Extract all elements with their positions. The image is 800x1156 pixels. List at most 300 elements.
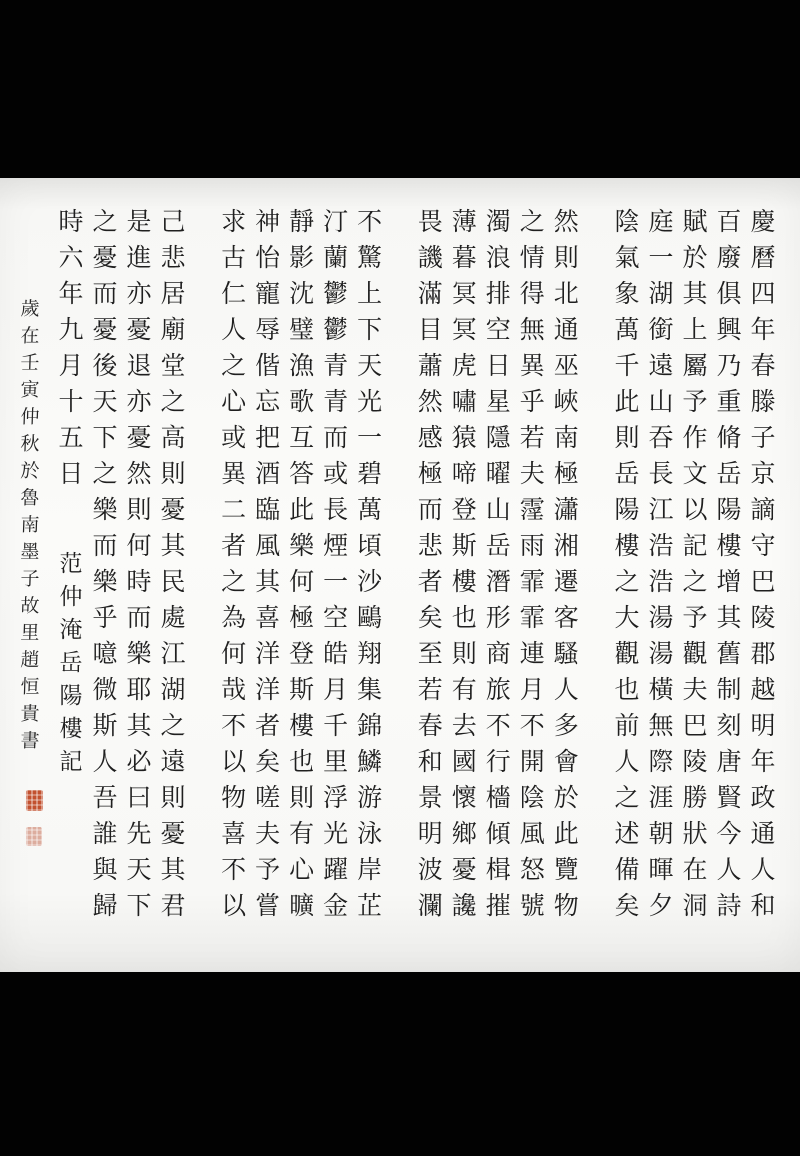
calligraphy-char: 嘯 <box>451 387 477 416</box>
calligraphy-char: 瀾 <box>417 891 443 920</box>
calligraphy-char: 開 <box>519 747 545 776</box>
calligraphy-char: 樓 <box>289 711 315 740</box>
calligraphy-char: 秋 <box>20 433 40 455</box>
calligraphy-char: 仲 <box>20 406 40 428</box>
calligraphy-char: 為 <box>221 603 247 632</box>
calligraphy-char: 其 <box>255 567 281 596</box>
calligraphy-char: 必 <box>126 747 152 776</box>
calligraphy-char: 怒 <box>519 855 545 884</box>
text-column <box>551 204 581 944</box>
calligraphy-char: 湖 <box>160 675 186 704</box>
calligraphy-char: 而 <box>323 423 349 452</box>
calligraphy-char: 歸 <box>92 891 118 920</box>
text-column <box>517 204 547 944</box>
calligraphy-char: 於 <box>682 243 708 272</box>
calligraphy-char: 一 <box>648 243 674 272</box>
calligraphy-char: 觀 <box>614 639 640 668</box>
calligraphy-char: 江 <box>648 495 674 524</box>
calligraphy-char: 沙 <box>357 567 383 596</box>
calligraphy-char: 蘭 <box>323 243 349 272</box>
calligraphy-char: 暉 <box>648 855 674 884</box>
calligraphy-char: 鷗 <box>357 603 383 632</box>
calligraphy-char: 摧 <box>485 891 511 920</box>
calligraphy-char: 青 <box>323 351 349 380</box>
calligraphy-char: 岳 <box>614 459 640 488</box>
calligraphy-char: 詩 <box>716 891 742 920</box>
calligraphy-char: 故 <box>20 595 40 617</box>
calligraphy-char: 酒 <box>255 459 281 488</box>
calligraphy-char: 陰 <box>519 783 545 812</box>
text-column <box>415 204 445 944</box>
calligraphy-char: 賦 <box>682 207 708 236</box>
calligraphy-char: 憂 <box>126 315 152 344</box>
calligraphy-char: 物 <box>221 783 247 812</box>
calligraphy-char: 越 <box>750 675 776 704</box>
calligraphy-char: 錦 <box>357 711 383 740</box>
text-column <box>287 204 317 944</box>
text-column <box>321 204 351 944</box>
calligraphy-char: 上 <box>357 279 383 308</box>
calligraphy-char: 政 <box>750 783 776 812</box>
calligraphy-char: 號 <box>519 891 545 920</box>
calligraphy-char: 心 <box>221 387 247 416</box>
panel-3 <box>219 204 385 944</box>
calligraphy-char: 貴 <box>20 703 40 725</box>
calligraphy-char: 此 <box>553 819 579 848</box>
text-column <box>748 204 778 944</box>
calligraphy-char: 影 <box>289 243 315 272</box>
calligraphy-char: 湖 <box>648 279 674 308</box>
calligraphy-char: 子 <box>750 423 776 452</box>
calligraphy-char: 憂 <box>160 819 186 848</box>
calligraphy-char: 然 <box>553 207 579 236</box>
calligraphy-char: 景 <box>417 783 443 812</box>
calligraphy-char: 何 <box>289 567 315 596</box>
calligraphy-char: 朝 <box>648 819 674 848</box>
calligraphy-char: 屬 <box>682 351 708 380</box>
calligraphy-char: 誰 <box>92 819 118 848</box>
text-column <box>714 204 744 944</box>
calligraphy-char: 泳 <box>357 819 383 848</box>
calligraphy-char: 四 <box>750 279 776 308</box>
calligraphy-char: 陽 <box>716 495 742 524</box>
calligraphy-char: 樂 <box>92 567 118 596</box>
calligraphy-char: 樂 <box>126 639 152 668</box>
calligraphy-char: 不 <box>221 711 247 740</box>
calligraphy-char: 楫 <box>485 855 511 884</box>
calligraphy-char: 吾 <box>92 783 118 812</box>
calligraphy-char: 日 <box>485 351 511 380</box>
calligraphy-char: 記 <box>59 749 83 775</box>
calligraphy-char: 人 <box>716 855 742 884</box>
calligraphy-char: 其 <box>126 711 152 740</box>
calligraphy-char: 矣 <box>255 747 281 776</box>
calligraphy-char: 汀 <box>323 207 349 236</box>
calligraphy-char: 作 <box>682 423 708 452</box>
calligraphy-char: 薄 <box>451 207 477 236</box>
calligraphy-char: 下 <box>126 891 152 920</box>
calligraphy-char: 怡 <box>255 243 281 272</box>
calligraphy-char: 江 <box>160 639 186 668</box>
calligraphy-char: 興 <box>716 315 742 344</box>
calligraphy-char: 頃 <box>357 531 383 560</box>
calligraphy-char: 波 <box>417 855 443 884</box>
calligraphy-char: 啼 <box>451 459 477 488</box>
calligraphy-char: 何 <box>126 531 152 560</box>
calligraphy-char: 退 <box>126 351 152 380</box>
calligraphy-char: 有 <box>289 819 315 848</box>
calligraphy-char: 曰 <box>126 783 152 812</box>
text-column <box>646 204 676 944</box>
calligraphy-char: 風 <box>519 819 545 848</box>
calligraphy-char: 此 <box>289 495 315 524</box>
text-column <box>612 204 642 944</box>
calligraphy-char: 懷 <box>451 783 477 812</box>
calligraphy-char: 其 <box>160 531 186 560</box>
calligraphy-char: 答 <box>289 459 315 488</box>
calligraphy-char: 矣 <box>614 891 640 920</box>
calligraphy-char: 予 <box>682 387 708 416</box>
calligraphy-char: 也 <box>289 747 315 776</box>
calligraphy-char: 廢 <box>716 243 742 272</box>
calligraphy-char: 以 <box>221 891 247 920</box>
calligraphy-char: 神 <box>255 207 281 236</box>
calligraphy-char: 嗟 <box>255 783 281 812</box>
calligraphy-char: 陵 <box>750 603 776 632</box>
calligraphy-char: 驚 <box>357 243 383 272</box>
calligraphy-char: 之 <box>160 711 186 740</box>
calligraphy-char: 己 <box>160 207 186 236</box>
calligraphy-char: 覽 <box>553 855 579 884</box>
calligraphy-char: 長 <box>323 495 349 524</box>
calligraphy-char: 子 <box>20 568 40 590</box>
calligraphy-char: 其 <box>160 855 186 884</box>
calligraphy-char: 陽 <box>614 495 640 524</box>
calligraphy-char: 瀟 <box>553 495 579 524</box>
calligraphy-char: 山 <box>485 495 511 524</box>
calligraphy-char: 滿 <box>417 279 443 308</box>
top-black-bar <box>0 0 800 178</box>
calligraphy-char: 慶 <box>750 207 776 236</box>
calligraphy-char: 先 <box>126 819 152 848</box>
calligraphy-char: 者 <box>255 711 281 740</box>
calligraphy-char: 斯 <box>451 531 477 560</box>
calligraphy-char: 恒 <box>20 676 40 698</box>
calligraphy-char: 記 <box>682 531 708 560</box>
bottom-black-bar <box>0 972 800 1156</box>
calligraphy-char: 則 <box>451 639 477 668</box>
calligraphy-char: 遠 <box>160 747 186 776</box>
calligraphy-char: 里 <box>20 622 40 644</box>
calligraphy-char: 謫 <box>750 495 776 524</box>
calligraphy-char: 北 <box>553 279 579 308</box>
calligraphy-char: 歲 <box>20 298 40 320</box>
calligraphy-char: 五 <box>58 423 84 452</box>
calligraphy-char: 光 <box>323 819 349 848</box>
calligraphy-char: 曠 <box>289 891 315 920</box>
calligraphy-char: 異 <box>519 351 545 380</box>
calligraphy-char: 鬱 <box>323 315 349 344</box>
calligraphy-char: 璧 <box>289 315 315 344</box>
calligraphy-char: 壬 <box>20 352 40 374</box>
calligraphy-char: 廟 <box>160 315 186 344</box>
calligraphy-char: 春 <box>417 711 443 740</box>
calligraphy-char: 悲 <box>417 531 443 560</box>
calligraphy-char: 居 <box>160 279 186 308</box>
calligraphy-char: 述 <box>614 819 640 848</box>
calligraphy-char: 墨 <box>20 541 40 563</box>
calligraphy-char: 大 <box>614 603 640 632</box>
calligraphy-char: 觀 <box>682 639 708 668</box>
calligraphy-char: 濁 <box>485 207 511 236</box>
calligraphy-char: 亦 <box>126 387 152 416</box>
calligraphy-char: 月 <box>323 675 349 704</box>
calligraphy-char: 時 <box>126 567 152 596</box>
calligraphy-char: 國 <box>451 747 477 776</box>
calligraphy-char: 俱 <box>716 279 742 308</box>
calligraphy-char: 前 <box>614 711 640 740</box>
calligraphy-char: 風 <box>255 531 281 560</box>
text-column <box>219 204 249 944</box>
calligraphy-char: 浩 <box>648 531 674 560</box>
calligraphy-char: 之 <box>519 207 545 236</box>
calligraphy-char: 物 <box>553 891 579 920</box>
calligraphy-char: 皓 <box>323 639 349 668</box>
calligraphy-char: 之 <box>92 207 118 236</box>
calligraphy-char: 萬 <box>357 495 383 524</box>
calligraphy-char: 星 <box>485 387 511 416</box>
calligraphy-char: 夫 <box>519 459 545 488</box>
calligraphy-char: 月 <box>519 675 545 704</box>
signature-column <box>16 296 44 755</box>
panel-2 <box>415 204 581 944</box>
calligraphy-char: 民 <box>160 567 186 596</box>
calligraphy-char: 憂 <box>92 315 118 344</box>
calligraphy-char: 洋 <box>255 675 281 704</box>
calligraphy-char: 今 <box>716 819 742 848</box>
calligraphy-char: 後 <box>92 351 118 380</box>
text-column <box>90 204 120 944</box>
calligraphy-char: 蕭 <box>417 351 443 380</box>
calligraphy-char: 哉 <box>221 675 247 704</box>
calligraphy-char: 浪 <box>485 243 511 272</box>
panel-4 <box>56 204 188 944</box>
calligraphy-char: 空 <box>323 603 349 632</box>
calligraphy-char: 遠 <box>648 351 674 380</box>
calligraphy-char: 明 <box>417 819 443 848</box>
calligraphy-char: 目 <box>417 315 443 344</box>
text-column <box>158 204 188 944</box>
calligraphy-char: 雨 <box>519 531 545 560</box>
calligraphy-char: 際 <box>648 747 674 776</box>
calligraphy-char: 極 <box>553 459 579 488</box>
calligraphy-char: 寵 <box>255 279 281 308</box>
calligraphy-char: 人 <box>614 747 640 776</box>
calligraphy-char: 岳 <box>59 650 83 676</box>
calligraphy-char: 至 <box>417 639 443 668</box>
calligraphy-char: 是 <box>126 207 152 236</box>
calligraphy-char: 悲 <box>160 243 186 272</box>
calligraphy-char: 形 <box>485 603 511 632</box>
calligraphy-char: 若 <box>417 675 443 704</box>
calligraphy-char: 有 <box>451 675 477 704</box>
calligraphy-char: 人 <box>750 855 776 884</box>
calligraphy-char: 然 <box>417 387 443 416</box>
calligraphy-char: 則 <box>289 783 315 812</box>
calligraphy-char: 芷 <box>357 891 383 920</box>
calligraphy-char: 九 <box>58 315 84 344</box>
calligraphy-char: 脩 <box>716 423 742 452</box>
calligraphy-char: 賢 <box>716 783 742 812</box>
calligraphy-char: 冥 <box>451 315 477 344</box>
calligraphy-char: 峽 <box>553 387 579 416</box>
calligraphy-char: 憂 <box>126 423 152 452</box>
calligraphy-char: 備 <box>614 855 640 884</box>
calligraphy-char: 偕 <box>255 351 281 380</box>
calligraphy-char: 處 <box>160 603 186 632</box>
calligraphy-char: 堂 <box>160 351 186 380</box>
calligraphy-char: 予 <box>682 603 708 632</box>
calligraphy-char: 不 <box>357 207 383 236</box>
calligraphy-char: 也 <box>451 603 477 632</box>
calligraphy-char: 勝 <box>682 783 708 812</box>
calligraphy-char: 霏 <box>519 567 545 596</box>
calligraphy-char: 憂 <box>451 855 477 884</box>
calligraphy-char: 集 <box>357 675 383 704</box>
calligraphy-char: 則 <box>126 495 152 524</box>
calligraphy-char: 乎 <box>92 603 118 632</box>
calligraphy-char: 冥 <box>451 279 477 308</box>
calligraphy-char: 春 <box>750 351 776 380</box>
calligraphy-char: 鱗 <box>357 747 383 776</box>
calligraphy-char: 浩 <box>648 567 674 596</box>
calligraphy-char: 和 <box>750 891 776 920</box>
calligraphy-char: 之 <box>614 567 640 596</box>
text-column <box>124 204 154 944</box>
calligraphy-char: 曜 <box>485 459 511 488</box>
calligraphy-char: 天 <box>92 387 118 416</box>
calligraphy-char: 京 <box>750 459 776 488</box>
calligraphy-char: 若 <box>519 423 545 452</box>
calligraphy-char: 陰 <box>614 207 640 236</box>
calligraphy-char: 岳 <box>485 531 511 560</box>
calligraphy-char: 通 <box>553 315 579 344</box>
calligraphy-char: 或 <box>323 459 349 488</box>
calligraphy-char: 洞 <box>682 891 708 920</box>
calligraphy-char: 樓 <box>59 716 83 742</box>
calligraphy-char: 則 <box>160 459 186 488</box>
calligraphy-char: 無 <box>648 711 674 740</box>
calligraphy-char: 上 <box>682 315 708 344</box>
calligraphy-char: 亦 <box>126 279 152 308</box>
calligraphy-char: 霏 <box>519 603 545 632</box>
calligraphy-char: 碧 <box>357 459 383 488</box>
calligraphy-char: 憂 <box>92 243 118 272</box>
calligraphy-char: 年 <box>750 315 776 344</box>
calligraphy-char: 南 <box>20 514 40 536</box>
calligraphy-char: 之 <box>614 783 640 812</box>
calligraphy-char: 翔 <box>357 639 383 668</box>
calligraphy-char: 光 <box>357 387 383 416</box>
calligraphy-char: 極 <box>289 603 315 632</box>
calligraphy-char: 乎 <box>519 387 545 416</box>
calligraphy-char: 則 <box>553 243 579 272</box>
calligraphy-char: 求 <box>221 207 247 236</box>
calligraphy-char: 夕 <box>648 891 674 920</box>
calligraphy-char: 天 <box>357 351 383 380</box>
calligraphy-char: 巴 <box>682 711 708 740</box>
calligraphy-char: 霪 <box>519 495 545 524</box>
calligraphy-char: 連 <box>519 639 545 668</box>
calligraphy-char: 刻 <box>716 711 742 740</box>
calligraphy-char: 巴 <box>750 567 776 596</box>
calligraphy-char: 其 <box>682 279 708 308</box>
calligraphy-char: 不 <box>485 711 511 740</box>
calligraphy-char: 以 <box>221 747 247 776</box>
calligraphy-char: 淹 <box>59 617 83 643</box>
calligraphy-char: 湯 <box>648 639 674 668</box>
calligraphy-char: 年 <box>58 279 84 308</box>
calligraphy-char: 與 <box>92 855 118 884</box>
calligraphy-char: 極 <box>417 459 443 488</box>
calligraphy-char: 臨 <box>255 495 281 524</box>
calligraphy-char: 岸 <box>357 855 383 884</box>
calligraphy-char: 里 <box>323 747 349 776</box>
calligraphy-char: 予 <box>255 855 281 884</box>
calligraphy-char: 耶 <box>126 675 152 704</box>
calligraphy-char: 鄉 <box>451 819 477 848</box>
calligraphy-char: 通 <box>750 819 776 848</box>
calligraphy-char: 湯 <box>648 603 674 632</box>
calligraphy-char: 之 <box>682 567 708 596</box>
calligraphy-char: 在 <box>20 325 40 347</box>
calligraphy-char: 情 <box>519 243 545 272</box>
calligraphy-char: 游 <box>357 783 383 812</box>
calligraphy-char: 月 <box>58 351 84 380</box>
calligraphy-char: 把 <box>255 423 281 452</box>
calligraphy-char: 矣 <box>417 603 443 632</box>
calligraphy-char: 樂 <box>92 495 118 524</box>
calligraphy-char: 岳 <box>716 459 742 488</box>
text-column <box>253 204 283 944</box>
calligraphy-char: 傾 <box>485 819 511 848</box>
calligraphy-char: 滕 <box>750 387 776 416</box>
calligraphy-char: 年 <box>750 747 776 776</box>
calligraphy-char: 庭 <box>648 207 674 236</box>
calligraphy-char: 高 <box>160 423 186 452</box>
calligraphy-char: 沈 <box>289 279 315 308</box>
calligraphy-char: 登 <box>451 495 477 524</box>
calligraphy-char: 樓 <box>451 567 477 596</box>
calligraphy-char: 忘 <box>255 387 281 416</box>
calligraphy-char: 氣 <box>614 243 640 272</box>
calligraphy-char: 銜 <box>648 315 674 344</box>
calligraphy-char: 千 <box>323 711 349 740</box>
calligraphy-char: 而 <box>92 531 118 560</box>
calligraphy-char: 無 <box>519 315 545 344</box>
calligraphy-char: 時 <box>58 207 84 236</box>
calligraphy-char: 君 <box>160 891 186 920</box>
calligraphy-char: 排 <box>485 279 511 308</box>
calligraphy-char: 一 <box>357 423 383 452</box>
calligraphy-char: 躍 <box>323 855 349 884</box>
calligraphy-char: 也 <box>614 675 640 704</box>
calligraphy-char: 橫 <box>648 675 674 704</box>
calligraphy-char: 夫 <box>255 819 281 848</box>
calligraphy-char: 斯 <box>92 711 118 740</box>
calligraphy-char: 十 <box>58 387 84 416</box>
calligraphy-char: 趙 <box>20 649 40 671</box>
